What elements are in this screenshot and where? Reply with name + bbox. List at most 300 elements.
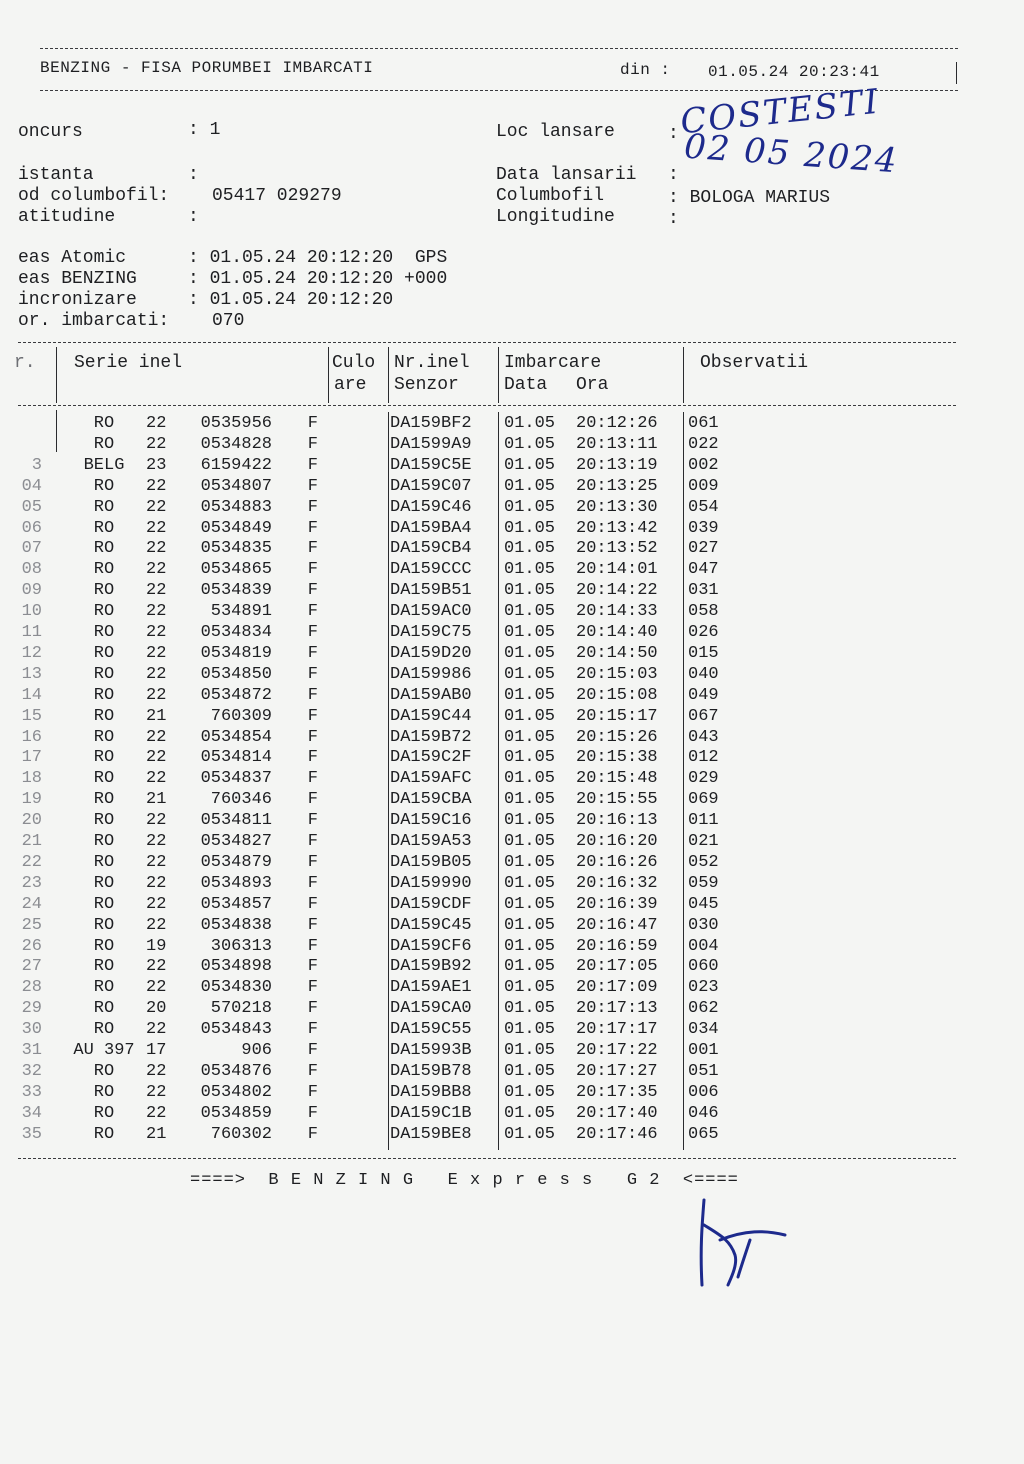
pigeon-sex: F bbox=[307, 414, 318, 433]
observation-code: 069 bbox=[688, 790, 719, 810]
ring-number: 0534830 bbox=[200, 978, 272, 998]
ring-year: 22 bbox=[146, 1061, 167, 1081]
ring-number: 0534854 bbox=[200, 727, 272, 747]
ring-number: 0534872 bbox=[200, 685, 272, 705]
boarding-date: 01.05 bbox=[504, 581, 556, 601]
boarding-date: 01.05 bbox=[504, 832, 556, 851]
boarding-time: 20:17:46 bbox=[576, 1124, 658, 1144]
col-header-culoare-2: are bbox=[334, 375, 367, 395]
ring-year: 22 bbox=[146, 727, 167, 747]
boarding-date: 01.05 bbox=[504, 414, 556, 433]
pigeon-sex: F bbox=[307, 518, 318, 538]
pigeon-sex: F bbox=[307, 476, 318, 496]
boarding-date: 01.05 bbox=[504, 602, 556, 622]
pigeon-sex: F bbox=[307, 1061, 318, 1081]
ring-year: 23 bbox=[146, 455, 167, 475]
print-date-value: 01.05.24 20:23:41 bbox=[708, 63, 880, 81]
boarding-time: 20:17:09 bbox=[576, 978, 658, 998]
row-number: 04 bbox=[21, 476, 42, 496]
boarding-time: 20:14:33 bbox=[576, 602, 658, 622]
col-header-nr: r. bbox=[14, 353, 36, 373]
longitudine-label: Longitudine bbox=[496, 207, 615, 227]
observation-code: 062 bbox=[688, 999, 719, 1019]
sensor-id: DA159C1B bbox=[390, 1103, 472, 1123]
table-row bbox=[0, 832, 1024, 853]
observation-code: 004 bbox=[688, 936, 719, 956]
sensor-id: DA15993B bbox=[390, 1041, 472, 1060]
ring-number: 6159422 bbox=[200, 455, 272, 475]
ring-number: 0534849 bbox=[200, 518, 272, 538]
boarding-time: 20:15:17 bbox=[576, 706, 658, 726]
data-lansarii-label: Data lansarii bbox=[496, 165, 637, 185]
ring-country: RO bbox=[93, 643, 115, 663]
col-divider-nr-head bbox=[56, 347, 57, 403]
ring-year: 22 bbox=[146, 539, 167, 559]
table-row bbox=[0, 957, 1024, 978]
ring-country: RO bbox=[93, 999, 115, 1019]
ring-country: RO bbox=[93, 706, 115, 726]
table-row bbox=[0, 456, 1024, 477]
boarding-date: 01.05 bbox=[504, 727, 556, 747]
sensor-id: DA159BE8 bbox=[390, 1124, 472, 1144]
pigeon-sex: F bbox=[307, 727, 318, 747]
ring-year: 22 bbox=[146, 560, 167, 580]
observation-code: 059 bbox=[688, 873, 719, 893]
boarding-date: 01.05 bbox=[504, 623, 556, 642]
row-number: 35 bbox=[21, 1124, 42, 1144]
ring-year: 22 bbox=[146, 623, 167, 642]
ring-country: RO bbox=[93, 497, 115, 517]
boarding-date: 01.05 bbox=[504, 852, 556, 872]
boarding-time: 20:16:26 bbox=[576, 852, 658, 872]
boarding-time: 20:13:19 bbox=[576, 455, 658, 475]
boarding-date: 01.05 bbox=[504, 769, 556, 789]
table-row bbox=[0, 477, 1024, 498]
handwritten-release-date: 02 05 2024 bbox=[682, 126, 900, 182]
observation-code: 045 bbox=[688, 894, 719, 914]
pigeon-sex: F bbox=[307, 790, 318, 810]
pigeon-sex: F bbox=[307, 852, 318, 872]
ring-year: 21 bbox=[146, 790, 167, 810]
sensor-id: DA159C45 bbox=[390, 915, 472, 935]
ring-year: 22 bbox=[146, 1020, 167, 1040]
ring-year: 22 bbox=[146, 685, 167, 705]
boarding-time: 20:13:42 bbox=[576, 518, 658, 538]
observation-code: 022 bbox=[688, 434, 719, 454]
row-number: 11 bbox=[21, 623, 42, 642]
observation-code: 015 bbox=[688, 643, 719, 663]
observation-code: 049 bbox=[688, 685, 719, 705]
pigeon-sex: F bbox=[307, 1103, 318, 1123]
cod-columbofil-label: od columbofil: bbox=[18, 186, 170, 206]
ring-number: 0534876 bbox=[200, 1061, 272, 1081]
ring-number: 0534893 bbox=[200, 873, 272, 893]
sensor-id: DA159C16 bbox=[390, 811, 472, 831]
boarding-date: 01.05 bbox=[504, 873, 556, 893]
table-row bbox=[0, 623, 1024, 644]
pigeon-sex: F bbox=[307, 623, 318, 642]
ring-year: 22 bbox=[146, 1103, 167, 1123]
handwritten-release-place: COSTESTI bbox=[678, 81, 882, 143]
ring-country: RO bbox=[93, 748, 115, 768]
boarding-date: 01.05 bbox=[504, 434, 556, 454]
boarding-time: 20:16:13 bbox=[576, 811, 658, 831]
col-header-nr-inel: Nr.inel bbox=[394, 353, 470, 373]
pigeon-sex: F bbox=[307, 643, 318, 663]
ring-number: 306313 bbox=[210, 936, 272, 956]
boarding-date: 01.05 bbox=[504, 455, 556, 475]
ring-number: 0534865 bbox=[200, 560, 272, 580]
sensor-id: DA159B78 bbox=[390, 1061, 472, 1081]
sensor-id: DA159C44 bbox=[390, 706, 472, 726]
columbofil-value: : BOLOGA MARIUS bbox=[668, 188, 831, 208]
ring-number: 0534883 bbox=[200, 497, 272, 517]
ring-number: 0534802 bbox=[200, 1082, 272, 1102]
pigeon-sex: F bbox=[307, 1124, 318, 1144]
ring-number: 534891 bbox=[210, 602, 272, 622]
col-header-observatii: Observatii bbox=[700, 353, 809, 373]
sensor-id: DA159BB8 bbox=[390, 1082, 472, 1102]
observation-code: 058 bbox=[688, 602, 719, 622]
pigeon-sex: F bbox=[307, 581, 318, 601]
ring-number: 0534834 bbox=[200, 623, 272, 642]
pigeon-sex: F bbox=[307, 894, 318, 914]
boarding-date: 01.05 bbox=[504, 978, 556, 998]
pigeon-sex: F bbox=[307, 832, 318, 851]
latitudine-label: atitudine bbox=[18, 207, 116, 227]
latitudine-value: : bbox=[188, 207, 199, 227]
observation-code: 061 bbox=[688, 414, 719, 433]
table-row bbox=[0, 811, 1024, 832]
ring-country: RO bbox=[93, 476, 115, 496]
sensor-id: DA159C07 bbox=[390, 476, 472, 496]
ring-country: RO bbox=[93, 978, 115, 998]
ring-year: 22 bbox=[146, 434, 167, 454]
boarding-time: 20:15:26 bbox=[576, 727, 658, 747]
ring-number: 760309 bbox=[210, 706, 272, 726]
ring-country: RO bbox=[93, 1061, 115, 1081]
boarding-time: 20:17:17 bbox=[576, 1020, 658, 1040]
sensor-id: DA159C2F bbox=[390, 748, 472, 768]
boarding-date: 01.05 bbox=[504, 643, 556, 663]
ring-year: 22 bbox=[146, 894, 167, 914]
print-date-label: din : bbox=[620, 61, 671, 79]
ring-country: RO bbox=[93, 623, 115, 642]
ring-year: 22 bbox=[146, 518, 167, 538]
table-row bbox=[0, 644, 1024, 665]
ring-country: RO bbox=[93, 664, 115, 684]
table-row bbox=[0, 414, 1024, 435]
ring-number: 0534827 bbox=[200, 832, 272, 851]
ring-number: 0535956 bbox=[200, 414, 272, 433]
cod-columbofil-value: 05417 029279 bbox=[212, 186, 342, 206]
sensor-id: DA159C46 bbox=[390, 497, 472, 517]
pigeon-sex: F bbox=[307, 434, 318, 454]
ring-country: RO bbox=[93, 790, 115, 810]
boarding-time: 20:17:22 bbox=[576, 1041, 658, 1060]
boarding-date: 01.05 bbox=[504, 664, 556, 684]
ring-country: RO bbox=[93, 518, 115, 538]
row-number: 29 bbox=[21, 999, 42, 1019]
ring-number: 0534850 bbox=[200, 664, 272, 684]
ring-year: 22 bbox=[146, 414, 167, 433]
col-header-serie-inel: Serie inel bbox=[74, 353, 183, 373]
pigeon-sex: F bbox=[307, 936, 318, 956]
ring-number: 0534819 bbox=[200, 643, 272, 663]
boarding-date: 01.05 bbox=[504, 1082, 556, 1102]
sensor-id: DA159AFC bbox=[390, 769, 472, 789]
pigeon-sex: F bbox=[307, 957, 318, 977]
col-divider-imbarcare-head bbox=[683, 347, 684, 403]
observation-code: 034 bbox=[688, 1020, 719, 1040]
sensor-id: DA159990 bbox=[390, 873, 472, 893]
ring-year: 20 bbox=[146, 999, 167, 1019]
row-number: 33 bbox=[21, 1082, 42, 1102]
ring-year: 22 bbox=[146, 664, 167, 684]
ring-year: 22 bbox=[146, 915, 167, 935]
observation-code: 009 bbox=[688, 476, 719, 496]
table-row bbox=[0, 602, 1024, 623]
boarding-time: 20:15:38 bbox=[576, 748, 658, 768]
table-top-rule bbox=[18, 342, 956, 343]
ring-country: RO bbox=[93, 769, 115, 789]
pigeon-sex: F bbox=[307, 455, 318, 475]
table-row bbox=[0, 999, 1024, 1020]
row-number: 31 bbox=[21, 1041, 42, 1060]
boarding-date: 01.05 bbox=[504, 894, 556, 914]
loc-lansare-value: : bbox=[668, 124, 679, 144]
col-divider-culoare-head bbox=[388, 347, 389, 403]
boarding-date: 01.05 bbox=[504, 957, 556, 977]
boarding-date: 01.05 bbox=[504, 1041, 556, 1060]
ceas-benzing-value: : 01.05.24 20:12:20 +000 bbox=[188, 269, 448, 289]
row-number: 05 bbox=[21, 497, 42, 517]
ring-number: 0534857 bbox=[200, 894, 272, 914]
sensor-id: DA1599A9 bbox=[390, 434, 472, 454]
col-header-culoare: Culo bbox=[332, 353, 376, 373]
pigeon-sex: F bbox=[307, 497, 318, 517]
ring-country: AU 397 bbox=[73, 1041, 135, 1060]
ring-number: 0534837 bbox=[200, 769, 272, 789]
row-number: 24 bbox=[21, 894, 42, 914]
porumbei-imbarcati-label: or. imbarcati: bbox=[18, 311, 170, 331]
table-row bbox=[0, 937, 1024, 958]
boarding-time: 20:15:03 bbox=[576, 664, 658, 684]
sensor-id: DA159BF2 bbox=[390, 414, 472, 433]
observation-code: 026 bbox=[688, 623, 719, 642]
boarding-time: 20:17:35 bbox=[576, 1082, 658, 1102]
sensor-id: DA159AE1 bbox=[390, 978, 472, 998]
table-row bbox=[0, 560, 1024, 581]
observation-code: 046 bbox=[688, 1103, 719, 1123]
sincronizare-value: : 01.05.24 20:12:20 bbox=[188, 290, 394, 310]
ceas-atomic-label: eas Atomic bbox=[18, 248, 127, 268]
observation-code: 021 bbox=[688, 832, 719, 851]
sensor-id: DA159B72 bbox=[390, 727, 472, 747]
observation-code: 027 bbox=[688, 539, 719, 559]
observation-code: 039 bbox=[688, 518, 719, 538]
ring-year: 22 bbox=[146, 957, 167, 977]
table-row bbox=[0, 435, 1024, 456]
col-divider-sensor-head bbox=[498, 347, 499, 403]
ring-country: RO bbox=[93, 434, 115, 454]
col-header-data: Data bbox=[504, 375, 548, 395]
ring-year: 17 bbox=[146, 1041, 167, 1060]
ring-year: 22 bbox=[146, 852, 167, 872]
row-number: 08 bbox=[21, 560, 42, 580]
observation-code: 065 bbox=[688, 1124, 719, 1144]
ceas-atomic-value: : 01.05.24 20:12:20 GPS bbox=[188, 248, 448, 268]
row-number: 20 bbox=[21, 811, 42, 831]
concurs-value: : 1 bbox=[188, 120, 221, 140]
observation-code: 067 bbox=[688, 706, 719, 726]
table-row bbox=[0, 498, 1024, 519]
pigeon-sex: F bbox=[307, 873, 318, 893]
col-header-ora: Ora bbox=[576, 375, 609, 395]
row-number: 12 bbox=[21, 643, 42, 663]
ring-year: 22 bbox=[146, 476, 167, 496]
row-number: 22 bbox=[21, 852, 42, 872]
table-row bbox=[0, 748, 1024, 769]
ring-country: RO bbox=[93, 539, 115, 559]
table-row bbox=[0, 1125, 1024, 1146]
ring-number: 0534835 bbox=[200, 539, 272, 559]
table-row bbox=[0, 978, 1024, 999]
distanta-label: istanta bbox=[18, 165, 94, 185]
boarding-date: 01.05 bbox=[504, 518, 556, 538]
pigeon-sex: F bbox=[307, 602, 318, 622]
ring-country: RO bbox=[93, 581, 115, 601]
concurs-label: oncurs bbox=[18, 122, 83, 142]
handwritten-signature-icon bbox=[690, 1195, 800, 1305]
observation-code: 060 bbox=[688, 957, 719, 977]
table-row bbox=[0, 728, 1024, 749]
boarding-date: 01.05 bbox=[504, 936, 556, 956]
table-row bbox=[0, 769, 1024, 790]
boarding-time: 20:17:27 bbox=[576, 1061, 658, 1081]
boarding-time: 20:16:32 bbox=[576, 873, 658, 893]
header-top-rule bbox=[40, 48, 958, 49]
boarding-date: 01.05 bbox=[504, 539, 556, 559]
col-divider-serie-head bbox=[328, 347, 329, 403]
pigeon-sex: F bbox=[307, 539, 318, 559]
observation-code: 040 bbox=[688, 664, 719, 684]
ring-year: 21 bbox=[146, 1124, 167, 1144]
longitudine-value: : bbox=[668, 209, 679, 229]
table-row bbox=[0, 686, 1024, 707]
boarding-time: 20:14:40 bbox=[576, 623, 658, 642]
sensor-id: DA159CDF bbox=[390, 894, 472, 914]
ring-country: RO bbox=[93, 915, 115, 935]
row-number: 14 bbox=[21, 685, 42, 705]
sensor-id: DA159D20 bbox=[390, 643, 472, 663]
boarding-date: 01.05 bbox=[504, 1124, 556, 1144]
boarding-date: 01.05 bbox=[504, 811, 556, 831]
ring-country: RO bbox=[93, 832, 115, 851]
ceas-benzing-label: eas BENZING bbox=[18, 269, 137, 289]
ring-country: RO bbox=[93, 873, 115, 893]
table-row bbox=[0, 895, 1024, 916]
observation-code: 031 bbox=[688, 581, 719, 601]
boarding-time: 20:13:30 bbox=[576, 497, 658, 517]
boarding-time: 20:16:39 bbox=[576, 894, 658, 914]
observation-code: 054 bbox=[688, 497, 719, 517]
ring-country: RO bbox=[93, 602, 115, 622]
sensor-id: DA159AB0 bbox=[390, 685, 472, 705]
ring-year: 22 bbox=[146, 811, 167, 831]
table-row bbox=[0, 1083, 1024, 1104]
table-row bbox=[0, 916, 1024, 937]
ring-year: 22 bbox=[146, 978, 167, 998]
pigeon-sex: F bbox=[307, 769, 318, 789]
pigeon-sex: F bbox=[307, 999, 318, 1019]
ring-year: 22 bbox=[146, 1082, 167, 1102]
sensor-id: DA159C75 bbox=[390, 623, 472, 642]
table-row bbox=[0, 790, 1024, 811]
ring-number: 760302 bbox=[210, 1124, 272, 1144]
ring-country: RO bbox=[93, 1103, 115, 1123]
ring-country: RO bbox=[93, 894, 115, 914]
table-row bbox=[0, 853, 1024, 874]
pigeon-sex: F bbox=[307, 685, 318, 705]
ring-country: RO bbox=[93, 936, 115, 956]
header-right-bar bbox=[956, 62, 957, 84]
ring-number: 570218 bbox=[210, 999, 272, 1019]
boarding-date: 01.05 bbox=[504, 999, 556, 1019]
row-number: 3 bbox=[31, 455, 42, 475]
boarding-date: 01.05 bbox=[504, 476, 556, 496]
sensor-id: DA159CBA bbox=[390, 790, 472, 810]
pigeon-sex: F bbox=[307, 1082, 318, 1102]
benzing-footer: ====> B E N Z I N G E x p r e s s G 2 <==== bbox=[190, 1171, 739, 1190]
ring-year: 22 bbox=[146, 832, 167, 851]
ring-number: 760346 bbox=[210, 790, 272, 810]
ring-year: 22 bbox=[146, 769, 167, 789]
boarding-time: 20:13:11 bbox=[576, 434, 658, 454]
table-row bbox=[0, 581, 1024, 602]
pigeon-sex: F bbox=[307, 560, 318, 580]
row-number: 23 bbox=[21, 873, 42, 893]
observation-code: 047 bbox=[688, 560, 719, 580]
ring-country: RO bbox=[93, 957, 115, 977]
pigeon-sex: F bbox=[307, 1041, 318, 1060]
pigeon-sex: F bbox=[307, 748, 318, 768]
observation-code: 002 bbox=[688, 455, 719, 475]
table-row bbox=[0, 519, 1024, 540]
ring-number: 0534898 bbox=[200, 957, 272, 977]
ring-year: 22 bbox=[146, 748, 167, 768]
boarding-date: 01.05 bbox=[504, 790, 556, 810]
sensor-id: DA159B51 bbox=[390, 581, 472, 601]
table-bottom-rule bbox=[18, 1158, 956, 1159]
ring-number: 0534843 bbox=[200, 1020, 272, 1040]
boarding-time: 20:13:25 bbox=[576, 476, 658, 496]
pigeon-sex: F bbox=[307, 978, 318, 998]
observation-code: 051 bbox=[688, 1061, 719, 1081]
table-row bbox=[0, 1104, 1024, 1125]
row-number: 13 bbox=[21, 664, 42, 684]
sensor-id: DA159C5E bbox=[390, 455, 472, 475]
table-row bbox=[0, 665, 1024, 686]
ring-year: 22 bbox=[146, 873, 167, 893]
sensor-id: DA159CA0 bbox=[390, 999, 472, 1019]
boarding-date: 01.05 bbox=[504, 497, 556, 517]
ring-country: RO bbox=[93, 1082, 115, 1102]
ring-number: 906 bbox=[241, 1041, 272, 1060]
row-number: 34 bbox=[21, 1103, 42, 1123]
observation-code: 052 bbox=[688, 852, 719, 872]
ring-country: RO bbox=[93, 727, 115, 747]
